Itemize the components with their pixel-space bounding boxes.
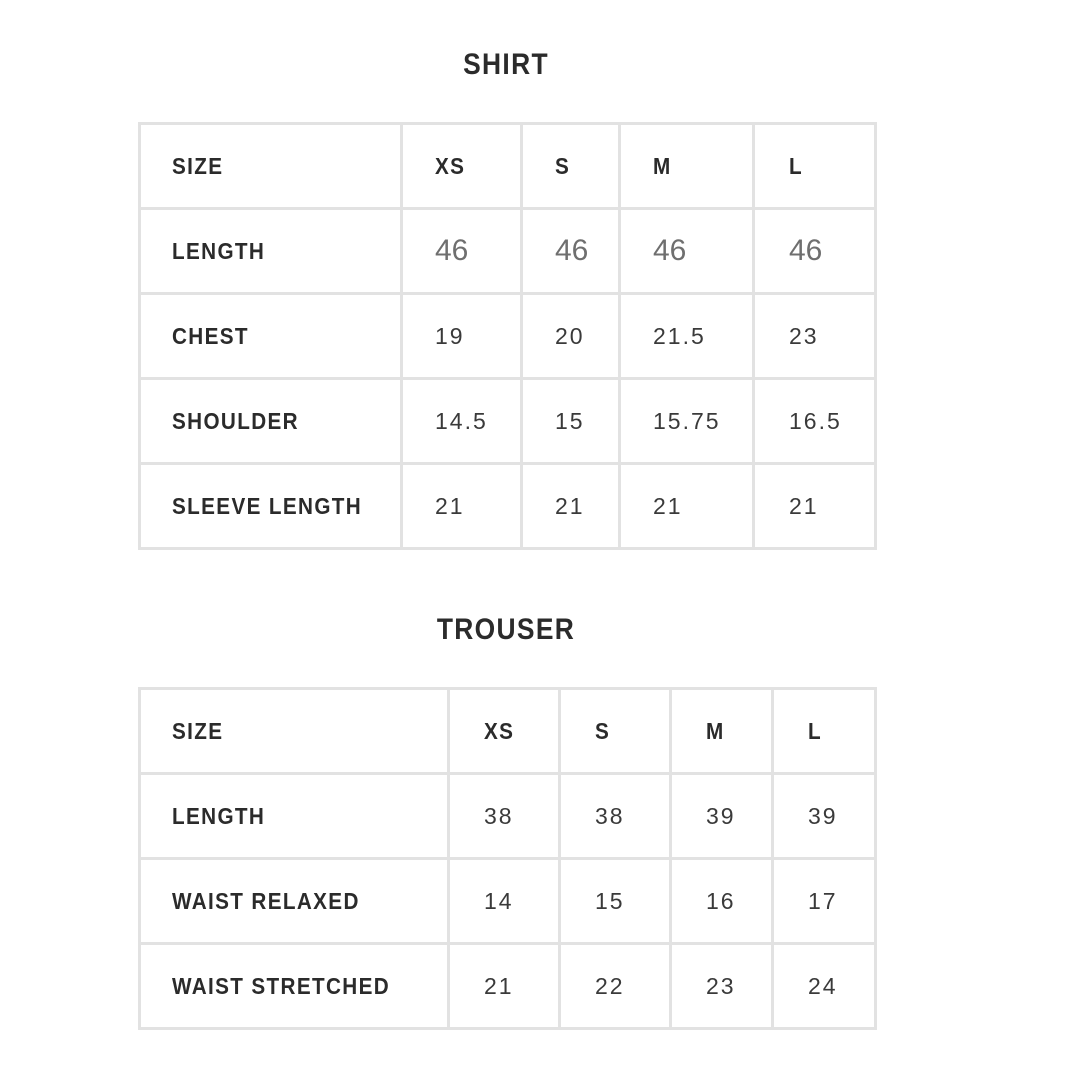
row-label: LENGTH xyxy=(140,774,449,859)
table-cell: 17 xyxy=(773,859,876,944)
header-cell-s: S xyxy=(522,124,620,209)
table-cell: 46 xyxy=(402,209,522,294)
table-cell: 23 xyxy=(671,944,773,1029)
table-cell: 16 xyxy=(671,859,773,944)
table-cell: 39 xyxy=(671,774,773,859)
table-cell: 39 xyxy=(773,774,876,859)
table-row xyxy=(140,379,876,464)
table-cell: 46 xyxy=(522,209,620,294)
header-cell-s: S xyxy=(560,689,671,774)
table-cell: 15 xyxy=(522,379,620,464)
table-cell: 46 xyxy=(620,209,754,294)
table-cell: 14.5 xyxy=(402,379,522,464)
row-label: WAIST STRETCHED xyxy=(140,944,449,1029)
row-label: WAIST RELAXED xyxy=(140,859,449,944)
table-cell: 38 xyxy=(449,774,560,859)
table-row xyxy=(140,774,876,859)
table-cell: 21 xyxy=(522,464,620,549)
table-row xyxy=(140,294,876,379)
shirt-size-table xyxy=(138,122,877,550)
header-cell-size: SIZE xyxy=(140,689,449,774)
table-cell: 21 xyxy=(620,464,754,549)
table-cell: 21 xyxy=(449,944,560,1029)
trouser-title: TROUSER xyxy=(436,613,576,646)
table-cell: 21 xyxy=(402,464,522,549)
table-cell: 38 xyxy=(560,774,671,859)
row-label: LENGTH xyxy=(140,209,402,294)
table-row xyxy=(140,464,876,549)
table-cell: 15.75 xyxy=(620,379,754,464)
table-cell: 16.5 xyxy=(754,379,876,464)
row-label: SLEEVE LENGTH xyxy=(140,464,402,549)
table-row xyxy=(140,209,876,294)
table-row xyxy=(140,944,876,1029)
row-label: SHOULDER xyxy=(140,379,402,464)
header-cell-m: M xyxy=(620,124,754,209)
table-cell: 19 xyxy=(402,294,522,379)
table-cell: 22 xyxy=(560,944,671,1029)
row-label: CHEST xyxy=(140,294,402,379)
header-cell-l: L xyxy=(754,124,876,209)
table-row xyxy=(140,859,876,944)
header-cell-xs: XS xyxy=(449,689,560,774)
table-cell: 23 xyxy=(754,294,876,379)
header-cell-l: L xyxy=(773,689,876,774)
table-header-row xyxy=(140,689,876,774)
table-cell: 14 xyxy=(449,859,560,944)
header-cell-m: M xyxy=(671,689,773,774)
header-cell-size: SIZE xyxy=(140,124,402,209)
table-cell: 15 xyxy=(560,859,671,944)
table-cell: 21 xyxy=(754,464,876,549)
table-cell: 21.5 xyxy=(620,294,754,379)
header-cell-xs: XS xyxy=(402,124,522,209)
table-cell: 24 xyxy=(773,944,876,1029)
table-header-row xyxy=(140,124,876,209)
shirt-title: SHIRT xyxy=(463,48,549,81)
trouser-size-table xyxy=(138,687,877,1030)
table-cell: 20 xyxy=(522,294,620,379)
table-cell: 46 xyxy=(754,209,876,294)
